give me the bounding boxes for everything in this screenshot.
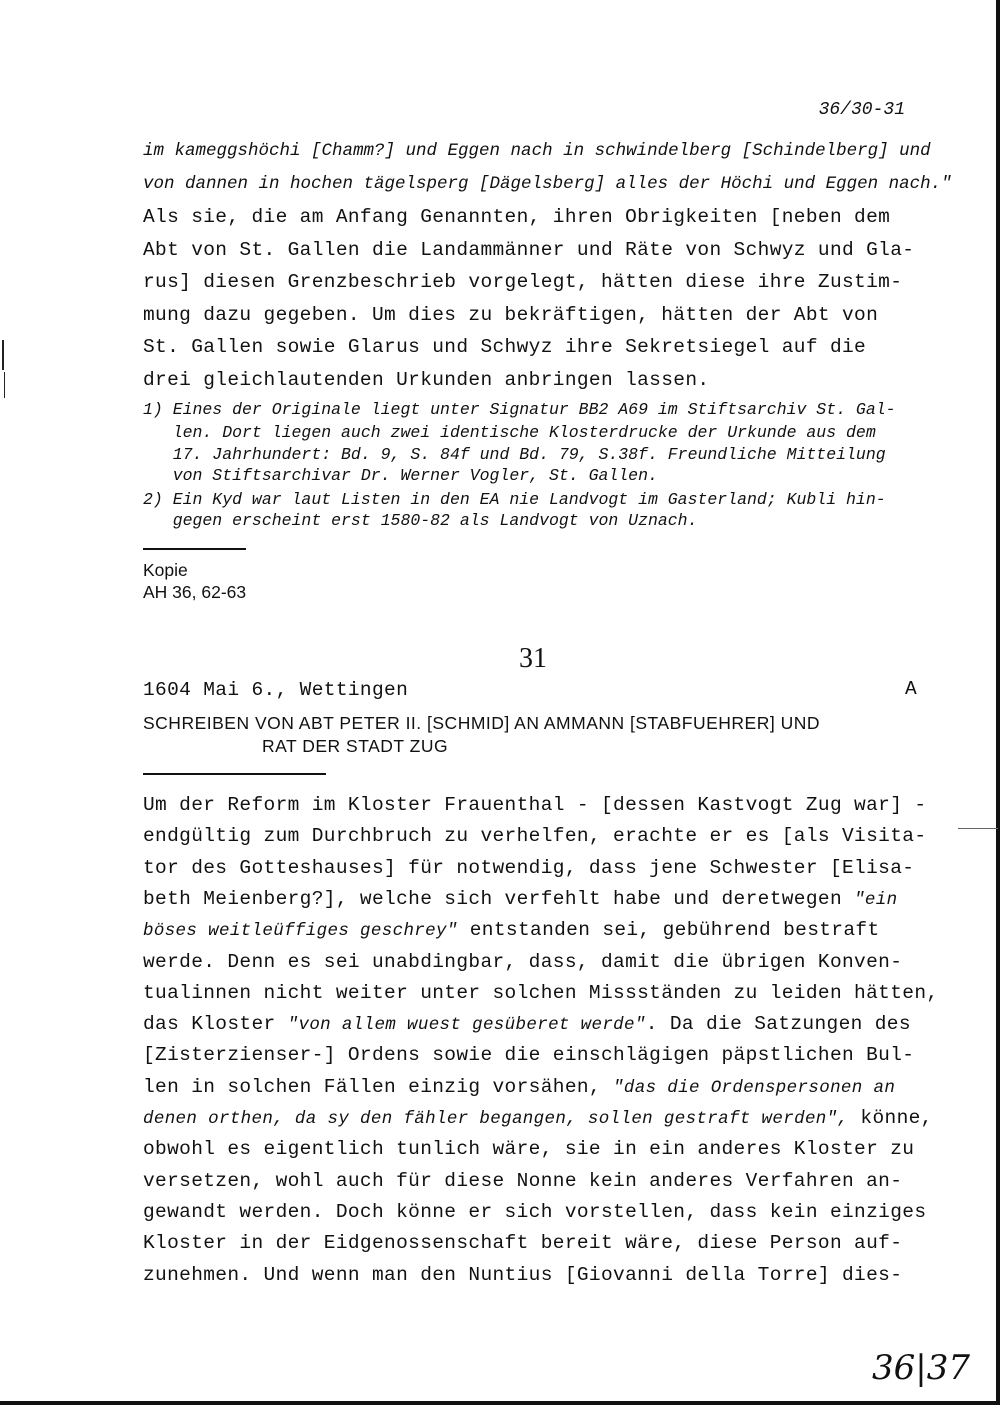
footnote-line: 2) Ein Kyd war laut Listen in den EA nie Landvogt im Gasterland; Kubli hin- [143, 490, 886, 509]
document-title-line-2: RAT DER STADT ZUG [262, 736, 449, 756]
body-line [143, 1043, 914, 1067]
margin-mark [958, 828, 998, 829]
quoted-text: böses weitleüffiges geschrey" [143, 921, 458, 941]
body-line [143, 1012, 911, 1037]
text-segment: gewandt werden. Doch könne er sich vorstellen, dass kein einziges [143, 1201, 927, 1223]
text-segment: das Kloster [143, 1013, 288, 1035]
footnote-line: gegen erscheint erst 1580-82 als Landvogt von Uznach. [143, 511, 698, 530]
body-line [143, 1200, 926, 1224]
body-line: drei gleichlautenden Urkunden anbringen lassen. [143, 369, 710, 391]
body-line: im kameggshöchi [Chamm?] und Eggen nach in schwindelberg [Schindelberg] und [143, 141, 931, 161]
text-segment: entstanden sei, gebührend bestraft [457, 919, 880, 941]
body-line [143, 950, 902, 974]
scan-edge-bottom [0, 1401, 1000, 1405]
page-number: 36/30-31 [818, 100, 905, 120]
body-line [143, 918, 880, 943]
body-line [143, 1106, 933, 1131]
quoted-text: denen orthen, da sy den fähler begangen, sollen gestraft werden", [143, 1109, 849, 1129]
body-line: rus] diesen Grenzbeschrieb vorgelegt, hätten diese ihre Zustim- [143, 271, 903, 293]
text-segment: werde. Denn es sei unabdingbar, dass, damit die übrigen Konven- [143, 951, 903, 973]
document-marker: A [905, 678, 917, 700]
document-number: 31 [519, 643, 547, 674]
body-line [143, 1075, 895, 1100]
body-line: mung dazu gegeben. Um dies zu bekräftigen, hätten der Abt von [143, 304, 879, 326]
separator-rule [143, 548, 246, 550]
body-line [143, 1231, 902, 1255]
footnote-line: 1) Eines der Originale liegt unter Signatur BB2 A69 im Stiftsarchiv St. Gal- [143, 400, 896, 419]
archive-stamp-handwritten: 36|37 [872, 1348, 970, 1388]
separator-rule [143, 773, 326, 775]
text-segment: . Da die Satzungen des [645, 1013, 911, 1035]
source-label: Kopie [143, 560, 188, 580]
quoted-text: "das die Ordenspersonen an [613, 1078, 896, 1098]
body-line [143, 793, 926, 817]
text-segment: könne, [848, 1107, 933, 1129]
margin-mark [4, 372, 5, 398]
text-segment: zunehmen. Und wenn man den Nuntius [Giovanni della Torre] dies- [143, 1264, 903, 1286]
text-segment: endgültig zum Durchbruch zu verhelfen, erachte er es [als Visita- [143, 825, 927, 847]
body-line [143, 1169, 902, 1193]
source-reference: AH 36, 62-63 [143, 582, 247, 602]
body-line: von dannen in hochen tägelsperg [Dägelsberg] alles der Höchi und Eggen nach." [143, 174, 952, 194]
body-line [143, 856, 914, 880]
text-segment: tor des Gotteshauses] für notwendig, dass jene Schwester [Elisa- [143, 857, 915, 879]
quoted-text: "von allem wuest gesüberet werde" [287, 1015, 646, 1035]
body-line [143, 1137, 914, 1161]
text-segment: [Zisterzienser-] Ordens sowie die einschlägigen päpstlichen Bul- [143, 1044, 915, 1066]
text-segment: len in solchen Fällen einzig vorsähen, [143, 1076, 614, 1098]
footnote-line: len. Dort liegen auch zwei identische Klosterdrucke der Urkunde aus dem [143, 423, 876, 442]
body-line: Abt von St. Gallen die Landammänner und Räte von Schwyz und Gla- [143, 239, 915, 261]
body-line [143, 824, 926, 848]
text-segment: beth Meienberg?], welche sich verfehlt habe und deretwegen [143, 888, 855, 910]
footnote-line: 17. Jahrhundert: Bd. 9, S. 84f und Bd. 79, S.38f. Freundliche Mitteilung [143, 445, 886, 464]
body-line: Als sie, die am Anfang Genannten, ihren Obrigkeiten [neben dem [143, 206, 891, 228]
quoted-text: "ein [854, 890, 898, 910]
footnote-line: von Stiftsarchivar Dr. Werner Vogler, St. Gallen. [143, 466, 658, 485]
text-segment: Um der Reform im Kloster Frauenthal - [dessen Kastvogt Zug war] - [143, 794, 927, 816]
margin-mark [2, 340, 4, 370]
text-segment: Kloster in der Eidgenossenschaft bereit wäre, diese Person auf- [143, 1232, 903, 1254]
body-line [143, 887, 897, 912]
body-line: St. Gallen sowie Glarus und Schwyz ihre Sekretsiegel auf die [143, 336, 867, 358]
body-line [143, 981, 938, 1005]
body-line [143, 1263, 902, 1287]
text-segment: obwohl es eigentlich tunlich wäre, sie in ein anderes Kloster zu [143, 1138, 915, 1160]
document-title-line-1: SCHREIBEN VON ABT PETER II. [SCHMID] AN AMMANN [STABFUEHRER] UND [143, 713, 821, 733]
scan-edge-right [996, 0, 1000, 1405]
text-segment: versetzen, wohl auch für diese Nonne kein anderes Verfahren an- [143, 1170, 903, 1192]
document-date-place: 1604 Mai 6., Wettingen [143, 679, 409, 701]
text-segment: tualinnen nicht weiter unter solchen Missständen zu leiden hätten, [143, 982, 939, 1004]
